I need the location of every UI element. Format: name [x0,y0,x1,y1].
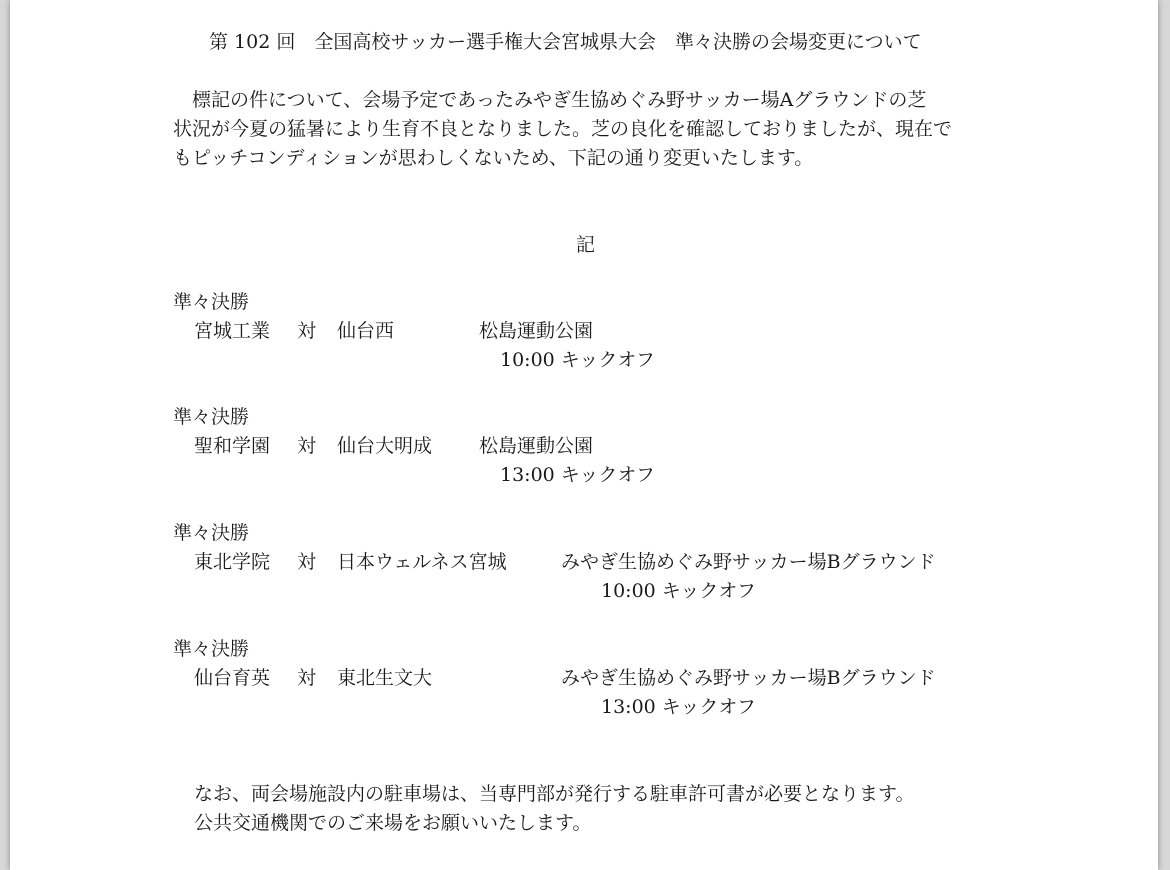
intro-line: もピッチコンディションが思わしくないため、下記の通り変更いたします。 [173,147,814,169]
kickoff-time: 13:00 キックオフ [601,696,756,718]
venue: みやぎ生協めぐみ野サッカー場Bグラウンド [561,551,936,573]
kickoff-time: 10:00 キックオフ [500,349,655,371]
team-b: 東北生文大 [337,667,433,689]
team-b: 仙台大明成 [337,435,433,457]
intro-line: 状況が今夏の猛暑により生育不良となりました。芝の良化を確認しておりましたが、現在で [173,118,953,140]
versus-label: 対 [297,667,317,689]
team-a: 宮城工業 [194,320,271,342]
versus-label: 対 [297,435,317,457]
venue: 松島運動公園 [479,435,594,457]
team-b: 日本ウェルネス宮城 [337,551,507,573]
closing-line: 公共交通機関でのご来場をお願いいたします。 [194,812,592,834]
venue: 松島運動公園 [479,320,594,342]
match-round: 準々決勝 [173,406,250,428]
versus-label: 対 [297,320,317,342]
ki-heading: 記 [576,234,596,256]
closing-line: なお、両会場施設内の駐車場は、当専門部が発行する駐車許可書が必要となります。 [194,783,915,805]
kickoff-time: 13:00 キックオフ [500,464,655,486]
kickoff-time: 10:00 キックオフ [601,580,756,602]
match-round: 準々決勝 [173,638,250,660]
team-b: 仙台西 [337,320,395,342]
versus-label: 対 [297,551,317,573]
document-page [10,0,1158,870]
intro-line: 標記の件について、会場予定であったみやぎ生協めぐみ野サッカー場Aグラウンドの芝 [173,89,927,111]
match-round: 準々決勝 [173,291,250,313]
document-title: 第 102 回 全国高校サッカー選手権大会宮城県大会 準々決勝の会場変更について [209,31,922,53]
team-a: 聖和学園 [194,435,271,457]
match-round: 準々決勝 [173,522,250,544]
team-a: 仙台育英 [194,667,271,689]
team-a: 東北学院 [194,551,271,573]
venue: みやぎ生協めぐみ野サッカー場Bグラウンド [561,667,936,689]
